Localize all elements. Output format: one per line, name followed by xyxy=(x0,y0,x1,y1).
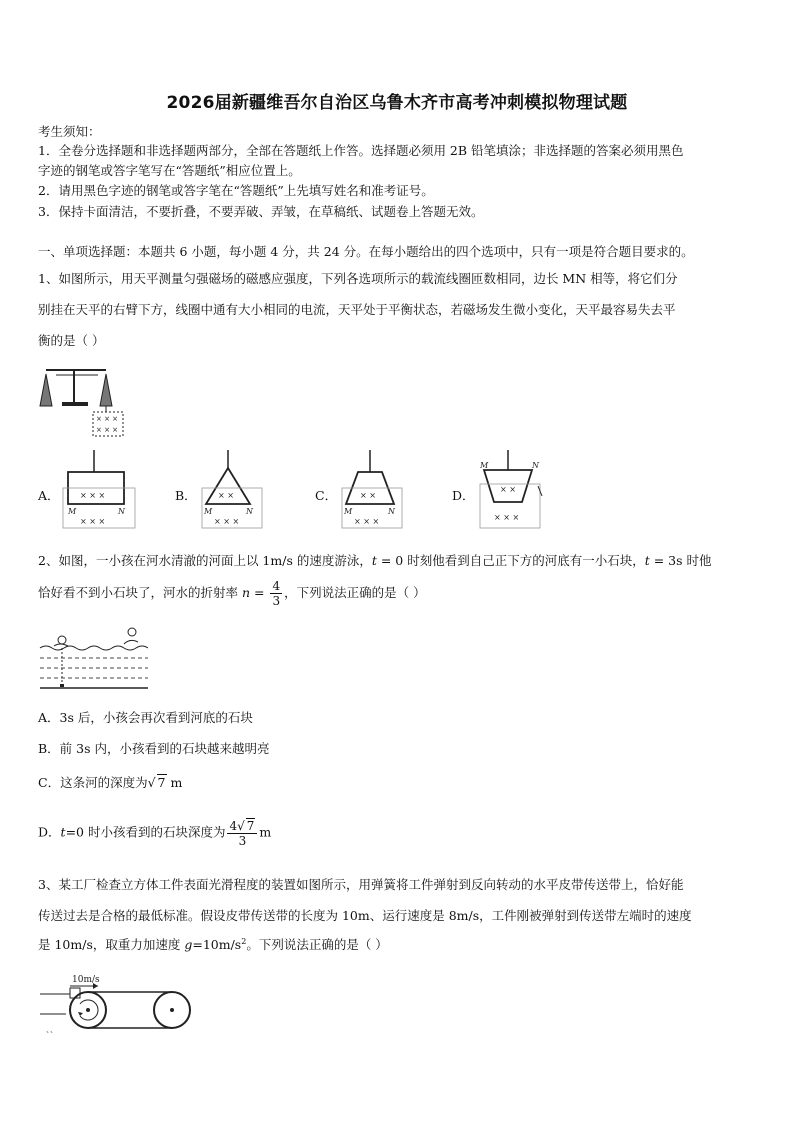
notice-line: 字迹的钢笔或答字笔写在“答题纸”相应位置上。 xyxy=(38,163,301,178)
q1-option-a-label: A． xyxy=(38,488,60,503)
svg-text:× × ×: × × × xyxy=(494,513,520,522)
q2-stem-line2: 恰好看不到小石块了，河水的折射率 n = $\frac{4}{3}$ ，下列说法正确的是（ ） xyxy=(38,579,426,608)
q3-stem-line3: 是 10m/s，取重力加速度 $g=10m/s^2$。下列说法正确的是（ ） xyxy=(38,936,388,952)
velocity-label: 10m/s xyxy=(72,975,100,985)
svg-text:N: N xyxy=(246,507,253,516)
depth-fraction: $\frac{4√ 7}{3}$ xyxy=(227,818,257,848)
q3-stem: 3、某工厂检查立方体工件表面光滑程度的装置如图所示，用弹簧将工件弹射到反向转动的水平皮带传送带上，恰好能 xyxy=(38,877,684,892)
svg-text:N: N xyxy=(388,507,395,516)
svg-text:× × ×: × × × xyxy=(80,517,106,526)
svg-text:× × ×: × × × xyxy=(354,517,380,526)
q1-option-c-label: C． xyxy=(315,488,338,503)
q1-stem: 1、如图所示，用天平测量匀强磁场的磁感应强度，下列各选项所示的载流线圈匝数相同，边长 MN 相等，将它们分 xyxy=(38,271,678,286)
q1-stem: 别挂在天平的右臂下方，线圈中通有大小相同的电流，天平处于平衡状态，若磁场发生微小变化，天平最容易失去平 xyxy=(38,302,676,317)
notice-line: 1．全卷分选择题和非选择题两部分，全部在答题纸上作答。选择题必须用 2B 铅笔填涂；非选择题的答案必须用黑色 xyxy=(38,143,684,158)
q1-option-b-figure xyxy=(198,448,278,530)
q2-option-d: D．t=0 时小孩看到的石块深度为 $\frac{4√ 7}{3}$ m xyxy=(38,819,272,848)
balance-figure xyxy=(36,362,126,442)
notice-line: 2．请用黑色字迹的钢笔或答字笔在“答题纸”上先填写姓名和准考证号。 xyxy=(38,183,434,198)
svg-text:M: M xyxy=(68,507,77,516)
q3-stem: 传送过去是合格的最低标准。假设皮带传送带的长度为 10m、运行速度是 8m/s，工件刚被弹射到传送带左端时的速度 xyxy=(38,908,692,923)
svg-text:× × ×: × × × xyxy=(80,491,106,500)
page-title: 2026届新疆维吾尔自治区乌鲁木齐市高考冲刺模拟物理试题 xyxy=(166,93,628,113)
svg-text:M: M xyxy=(480,461,489,470)
river-figure xyxy=(36,624,156,694)
svg-text:× ×: × × xyxy=(500,485,516,494)
svg-text:× × ×: × × × xyxy=(214,517,240,526)
q2-stem-line1: 2、如图，一小孩在河水清澈的河面上以 1m/s 的速度游泳，t = 0 时刻他看到自己正下方的河底有一小石块，t = 3s 时他 xyxy=(38,553,712,568)
svg-text:× ×: × × xyxy=(218,491,234,500)
q1-option-c-figure xyxy=(338,448,418,530)
svg-text:× × ×: × × × xyxy=(96,415,119,423)
notice-line: 3．保持卡面清洁，不要折叠，不要弄破、弄皱，在草稿纸、试题卷上答题无效。 xyxy=(38,204,484,219)
svg-text:× × ×: × × × xyxy=(96,426,119,434)
svg-text:M: M xyxy=(204,507,213,516)
q2-option-c: C．这条河的深度为√ 7 m xyxy=(38,775,183,790)
q1-stem: 衡的是（ ） xyxy=(38,333,105,348)
svg-text:M: M xyxy=(344,507,353,516)
svg-text:N: N xyxy=(118,507,125,516)
q1-option-a-figure xyxy=(60,448,140,530)
q1-option-d-label: D． xyxy=(452,488,475,503)
q2-option-b: B．前 3s 内，小孩看到的石块越来越明亮 xyxy=(38,741,270,756)
notice-heading: 考生须知： xyxy=(38,124,101,139)
q1-option-d-figure xyxy=(476,448,556,530)
conveyor-figure xyxy=(36,968,196,1034)
q2-option-a: A．3s 后，小孩会再次看到河底的石块 xyxy=(38,710,253,725)
refractive-index-fraction: $\frac{4}{3}$ xyxy=(272,579,281,608)
q1-option-b-label: B． xyxy=(175,488,197,503)
section-heading: 一、单项选择题：本题共 6 小题，每小题 4 分，共 24 分。在每小题给出的四个选项中，只有一项是符合题目要求的。 xyxy=(38,244,694,259)
svg-text:× ×: × × xyxy=(360,491,376,500)
svg-text:、、: 、、 xyxy=(46,1025,58,1034)
svg-text:N: N xyxy=(532,461,539,470)
